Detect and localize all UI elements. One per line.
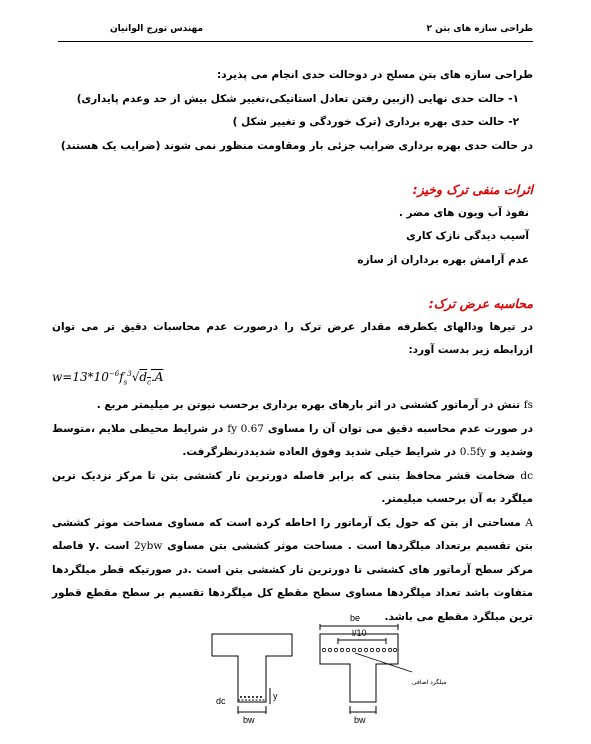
crack-width-paragraph: در تیرها ودالهای یکطرفه مقدار عرض ترک را درصورت عدم محاسبات دقیق تر می توان ازرابطه زیر بدست آورد:	[52, 320, 533, 356]
a-value: 2ybw	[134, 540, 163, 553]
crack-width-formula	[52, 363, 533, 395]
dc-definition-text: ضخامت قشر محافظ بتنی که برابر فاصله دورترین تار کششی بتن تا مرکز نزدیک ترین میلگرد به آن برحسب میلیمتر.	[52, 469, 533, 506]
formula-exponent: −6	[108, 369, 120, 378]
formula-dc-subscript: c	[147, 377, 151, 386]
partial-factors-note: در حالت حدی بهره برداری ضرایب جزئی بار ومقاومت منظور نمی شوند (ضرایب یک هستند)	[60, 139, 533, 152]
limit-state-item-2: ۲- حالت حدی بهره برداری (ترک خوردگی و تغییر شکل )	[232, 116, 519, 128]
root-sign-icon: √	[131, 369, 140, 384]
formula-lhs: w	[52, 369, 63, 384]
formula-fs: f	[119, 369, 124, 384]
fy-text-a: در صورت عدم محاسبه دقیق می توان آن را مساوی	[263, 422, 533, 435]
area-definition-text-a: مساحتی از بتن که حول یک آرماتور را احاطه کرده است که مساوی مساحت موثر کششی بتن تقسیم برتعداد میلگردها است . مساحت موثر کششی بتن مساوی	[52, 516, 533, 553]
label-be: be	[350, 613, 361, 623]
fy-value-2: 0.5fy	[459, 446, 487, 459]
label-extra-rebar: میلگرد اضافی	[412, 680, 447, 686]
dc-symbol: dc	[520, 469, 533, 482]
fy-text-b: در شرایط محیطی ملایم ،متوسط وشدید و	[52, 422, 533, 459]
formula-root-index: 3	[127, 369, 132, 378]
fy-text-c: در شرایط خیلی شدید وفوق العاده شدیددرنظرگرفت.	[182, 446, 460, 459]
effect-item-3: عدم آرامش بهره برداران از سازه	[357, 253, 529, 266]
intro-text: طراحی سازه های بتن مسلح در دوحالت حدی انجام می پذیرد:	[217, 69, 533, 81]
a-symbol: A	[525, 516, 533, 529]
fs-symbol: fs	[523, 399, 533, 412]
header-rule	[58, 41, 533, 42]
formula-area: .A	[150, 369, 164, 384]
page-body	[52, 64, 533, 629]
label-y: y	[273, 691, 278, 701]
label-right-bw: bw	[354, 715, 366, 725]
heading-crack-width: محاسبه عرض ترک:	[428, 296, 533, 311]
formula-coefficient: =13*10	[62, 369, 109, 384]
heading-crack-effects: اثرات منفی ترک وخیز:	[412, 182, 533, 197]
effect-item-2: آسیب دیدگی نازک کاری	[406, 230, 529, 242]
header-author: مهندس تورج الوانیان	[110, 24, 204, 34]
label-l10: l/10	[352, 628, 367, 638]
formula-dc: d	[139, 369, 148, 384]
label-dc: dc	[216, 696, 226, 706]
effect-item-1: نفوذ آب ویون های مضر .	[398, 206, 529, 219]
fy-values-paragraph	[52, 418, 533, 465]
fs-definition	[52, 394, 533, 418]
t-beam-diagrams	[200, 598, 450, 728]
formula-fs-subscript: s	[123, 377, 128, 386]
header-course-title: طراحی سازه های بتن ۲	[426, 24, 533, 34]
fy-value-1: 0.67 fy	[227, 422, 264, 435]
area-definition-text-b: است .y فاصله مرکز سطح آرماتور های کششی تا دورترین تار کششی بتن است .در صورتیکه قطر میلگردها متفاوت باشد تعداد میلگردها مساوی سطح مقطع کل میلگردها تقسیم بر سطح مقطع قطور ترین میلگرد مقطع می باشد.	[52, 540, 533, 623]
fs-definition-text: تنش در آرماتور کششی در اثر بارهای بهره برداری برحسب نیوتن بر میلیمتر مربع .	[96, 399, 524, 412]
section-figures	[200, 598, 450, 728]
label-left-bw: bw	[243, 715, 255, 725]
limit-state-item-1: ۱- حالت حدی نهایی (ازبین رفتن تعادل استاتیکی،تغییر شکل بیش از حد وعدم پایداری)	[76, 92, 519, 105]
formula-root-body	[139, 370, 163, 384]
dc-definition	[52, 465, 533, 512]
